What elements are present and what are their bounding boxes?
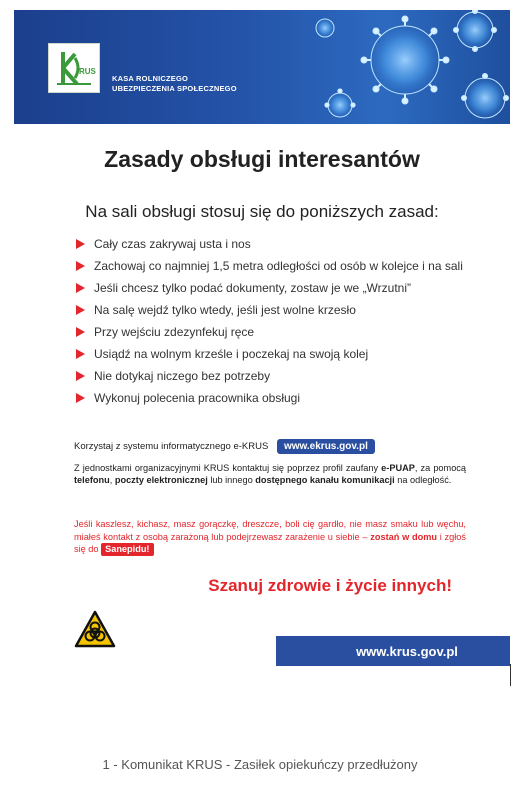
- org-name-line1: KASA ROLNICZEGO: [112, 74, 189, 83]
- warning-stay-home: zostań w domu: [370, 531, 438, 542]
- ekrus-info: [74, 439, 474, 454]
- rule-text: Cały czas zakrywaj usta i nos: [94, 237, 251, 251]
- contact-text-1: Z jednostkami organizacyjnymi KRUS kontaktuj się poprzez profil zaufany: [74, 463, 382, 473]
- bullet-arrow-icon: [76, 349, 85, 359]
- contact-comma: ,: [109, 475, 115, 485]
- contact-text-4: na odległość.: [394, 475, 452, 485]
- org-name-line2: UBEZPIECZENIA SPOŁECZNEGO: [112, 84, 237, 93]
- figure-caption: 1 - Komunikat KRUS - Zasiłek opiekuńczy przedłużony: [102, 757, 418, 772]
- rule-text: Na salę wejdź tylko wtedy, jeśli jest wolne krzesło: [94, 303, 356, 317]
- contact-kanal: dostępnego kanału komunikacji: [255, 475, 395, 485]
- krus-logo-icon: [49, 44, 99, 92]
- organization-name: [112, 74, 237, 94]
- ekrus-text: Korzystaj z systemu informatycznego e-KRUS: [74, 441, 269, 452]
- contact-text-3: lub innego: [207, 475, 256, 485]
- ekrus-link[interactable]: www.ekrus.gov.pl: [277, 439, 375, 454]
- bullet-arrow-icon: [76, 327, 85, 337]
- list-item: [74, 236, 474, 252]
- list-item: [74, 280, 474, 296]
- page-subtitle: Na sali obsługi stosuj się do poniższych zasad:: [85, 202, 439, 221]
- bullet-arrow-icon: [76, 239, 85, 249]
- biohazard-icon: [74, 610, 116, 648]
- krus-logo: [48, 43, 100, 93]
- list-item: [74, 258, 474, 274]
- contact-paragraph: [74, 462, 466, 486]
- krus-poster: [14, 10, 510, 686]
- header-banner: [14, 10, 510, 124]
- sanepid-badge: Sanepidu!: [101, 543, 153, 556]
- contact-telefonu: telefonu: [74, 475, 110, 485]
- rule-text: Usiądź na wolnym krześle i poczekaj na swoją kolej: [94, 347, 369, 361]
- contact-poczty: poczty elektronicznej: [114, 475, 208, 485]
- divider: [510, 664, 511, 686]
- list-item: [74, 346, 474, 362]
- rule-text: Zachowaj co najmniej 1,5 metra odległości od osób w kolejce i na sali: [94, 259, 463, 273]
- page-title: Zasady obsługi interesantów: [104, 146, 420, 172]
- rule-text: Nie dotykaj niczego bez potrzeby: [94, 369, 271, 383]
- list-item: [74, 324, 474, 340]
- list-item: [74, 368, 474, 384]
- rules-list: [74, 236, 474, 412]
- bullet-arrow-icon: [76, 305, 85, 315]
- krus-url-link[interactable]: www.krus.gov.pl: [276, 636, 510, 666]
- rule-text: Przy wejściu zdezynfekuj ręce: [94, 325, 255, 339]
- coronavirus-illustration: [230, 10, 510, 124]
- rule-text: Wykonuj polecenia pracownika obsługi: [94, 391, 301, 405]
- slogan: Szanuj zdrowie i życie innych!: [208, 576, 452, 595]
- list-item: [74, 390, 474, 406]
- contact-text-2: , za pomocą: [414, 463, 467, 473]
- warning-text-2: i zgłoś się do: [74, 531, 466, 554]
- contact-epuap: e-PUAP: [381, 463, 415, 473]
- list-item: [74, 302, 474, 318]
- bullet-arrow-icon: [76, 371, 85, 381]
- bullet-arrow-icon: [76, 283, 85, 293]
- warning-text-1: Jeśli kaszlesz, kichasz, masz gorączkę, dreszcze, boli cię gardło, nie masz smaku lub węchu, miałeś kontakt z osobą zarażoną lub podejrzewasz zarażenie u siebie –: [74, 519, 466, 542]
- bullet-arrow-icon: [76, 393, 85, 403]
- bullet-arrow-icon: [76, 261, 85, 271]
- rule-text: Jeśli chcesz tylko podać dokumenty, zostaw je we „Wrzutni”: [94, 281, 412, 295]
- svg-text:RUS: RUS: [79, 67, 96, 76]
- warning-paragraph: [74, 518, 466, 556]
